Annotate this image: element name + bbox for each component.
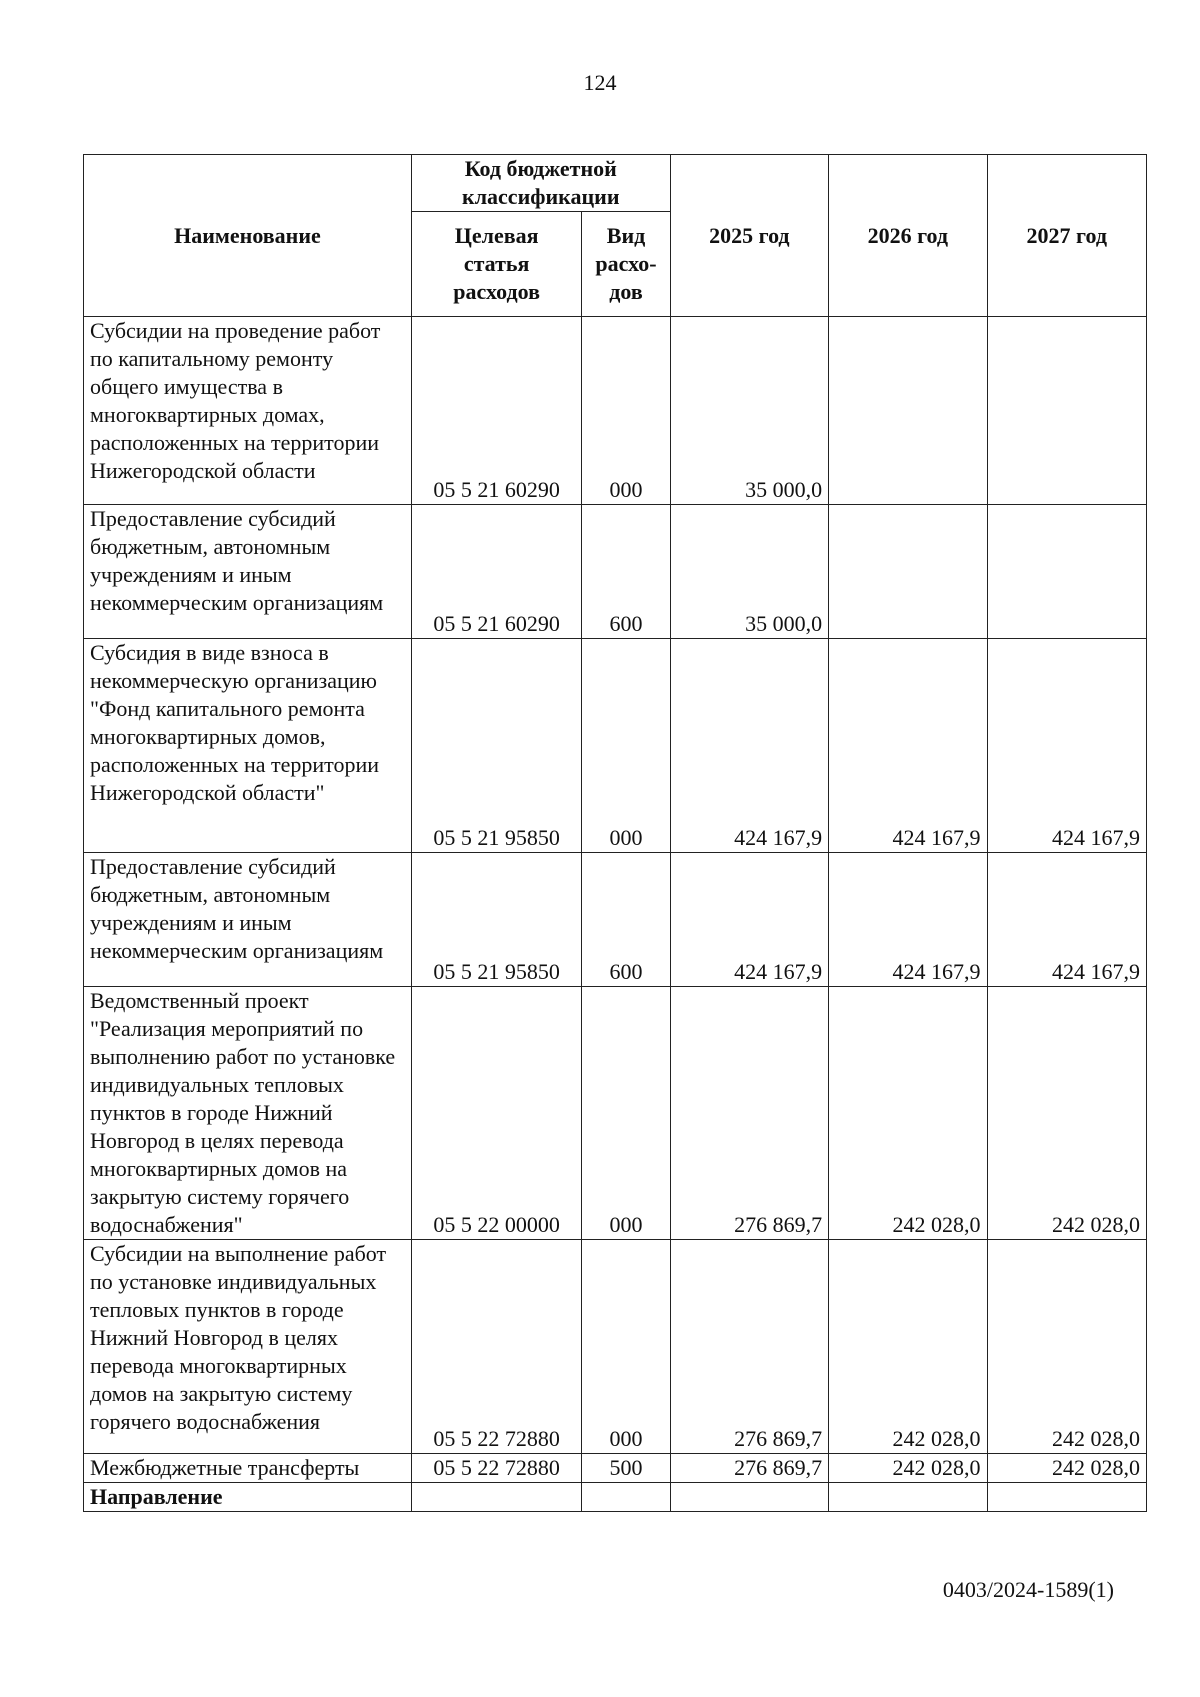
table-row: [84, 853, 1147, 987]
row-expense-kind-cell: 000: [582, 1240, 670, 1454]
table-row: [84, 505, 1147, 639]
row-name-cell: Ведомственный проект "Реализация мероприятий по выполнению работ по установке индивидуальных тепловых пунктов в городе Нижний Новгород в целях перевода многоквартирных домов на закрытую систему горячего водоснабжения": [84, 987, 412, 1240]
row-amount-2025-cell: 424 167,9: [670, 639, 828, 853]
row-amount-2027-cell: 242 028,0: [987, 1240, 1147, 1454]
row-name-cell: Межбюджетные трансферты: [84, 1454, 412, 1483]
header-year-2025: 2025 год: [670, 155, 828, 317]
header-target-article: Целевая статья расходов: [411, 212, 581, 317]
row-amount-2025-cell: 276 869,7: [670, 1240, 828, 1454]
row-amount-2025-cell: 276 869,7: [670, 1454, 828, 1483]
row-amount-2027-cell: 242 028,0: [987, 1454, 1147, 1483]
row-amount-2027-cell: 424 167,9: [987, 639, 1147, 853]
row-expense-kind-cell: 600: [582, 853, 670, 987]
row-amount-2025-cell: 424 167,9: [670, 853, 828, 987]
row-target-article-cell: 05 5 22 72880: [411, 1240, 581, 1454]
document-code: 0403/2024-1589(1): [942, 1577, 1114, 1602]
row-target-article-cell: 05 5 22 72880: [411, 1454, 581, 1483]
row-amount-2026-cell: 424 167,9: [829, 639, 987, 853]
row-expense-kind-cell: 500: [582, 1454, 670, 1483]
table-row: [84, 639, 1147, 853]
row-amount-2026-cell: [829, 317, 987, 505]
row-amount-2026-cell: [829, 505, 987, 639]
row-amount-2025-cell: 35 000,0: [670, 317, 828, 505]
header-year-2027: 2027 год: [987, 155, 1147, 317]
table-row: [84, 1483, 1147, 1512]
row-name-cell: Направление: [84, 1483, 412, 1512]
row-name-cell: Субсидия в виде взноса в некоммерческую организацию "Фонд капитального ремонта многоквартирных домов, расположенных на территории Нижегородской области": [84, 639, 412, 853]
row-amount-2025-cell: 276 869,7: [670, 987, 828, 1240]
row-amount-2027-cell: 424 167,9: [987, 853, 1147, 987]
row-target-article-cell: 05 5 22 00000: [411, 987, 581, 1240]
row-expense-kind-cell: 000: [582, 639, 670, 853]
table-row: [84, 317, 1147, 505]
header-name: Наименование: [84, 155, 412, 317]
row-name-cell: Субсидии на проведение работ по капитальному ремонту общего имущества в многоквартирных домах, расположенных на территории Нижегородской области: [84, 317, 412, 505]
table-row: [84, 1240, 1147, 1454]
table-body: [84, 317, 1147, 1512]
row-name-cell: Предоставление субсидий бюджетным, автономным учреждениям и иным некоммерческим организациям: [84, 505, 412, 639]
row-amount-2025-cell: 35 000,0: [670, 505, 828, 639]
row-target-article-cell: 05 5 21 95850: [411, 639, 581, 853]
row-name-cell: Предоставление субсидий бюджетным, автономным учреждениям и иным некоммерческим организациям: [84, 853, 412, 987]
row-amount-2027-cell: [987, 1483, 1147, 1512]
row-target-article-cell: 05 5 21 60290: [411, 505, 581, 639]
row-expense-kind-cell: 000: [582, 987, 670, 1240]
row-amount-2027-cell: [987, 317, 1147, 505]
header-year-2026: 2026 год: [829, 155, 987, 317]
row-amount-2026-cell: 242 028,0: [829, 1454, 987, 1483]
row-expense-kind-cell: [582, 1483, 670, 1512]
row-amount-2026-cell: 424 167,9: [829, 853, 987, 987]
row-amount-2027-cell: [987, 505, 1147, 639]
row-expense-kind-cell: 000: [582, 317, 670, 505]
row-amount-2027-cell: 242 028,0: [987, 987, 1147, 1240]
row-amount-2026-cell: 242 028,0: [829, 987, 987, 1240]
header-budget-code: Код бюджетной классификации: [411, 155, 670, 212]
header-expense-kind: Вид расхо- дов: [582, 212, 670, 317]
row-amount-2026-cell: [829, 1483, 987, 1512]
row-expense-kind-cell: 600: [582, 505, 670, 639]
row-target-article-cell: [411, 1483, 581, 1512]
row-amount-2025-cell: [670, 1483, 828, 1512]
row-target-article-cell: 05 5 21 60290: [411, 317, 581, 505]
row-name-cell: Субсидии на выполнение работ по установке индивидуальных тепловых пунктов в городе Нижний Новгород в целях перевода многоквартирных домов на закрытую систему горячего водоснабжения: [84, 1240, 412, 1454]
row-amount-2026-cell: 242 028,0: [829, 1240, 987, 1454]
table-row: [84, 987, 1147, 1240]
page-number: 124: [583, 70, 617, 95]
table-header: [84, 155, 1147, 317]
table-row: [84, 1454, 1147, 1483]
budget-table: [83, 154, 1147, 1512]
row-target-article-cell: 05 5 21 95850: [411, 853, 581, 987]
